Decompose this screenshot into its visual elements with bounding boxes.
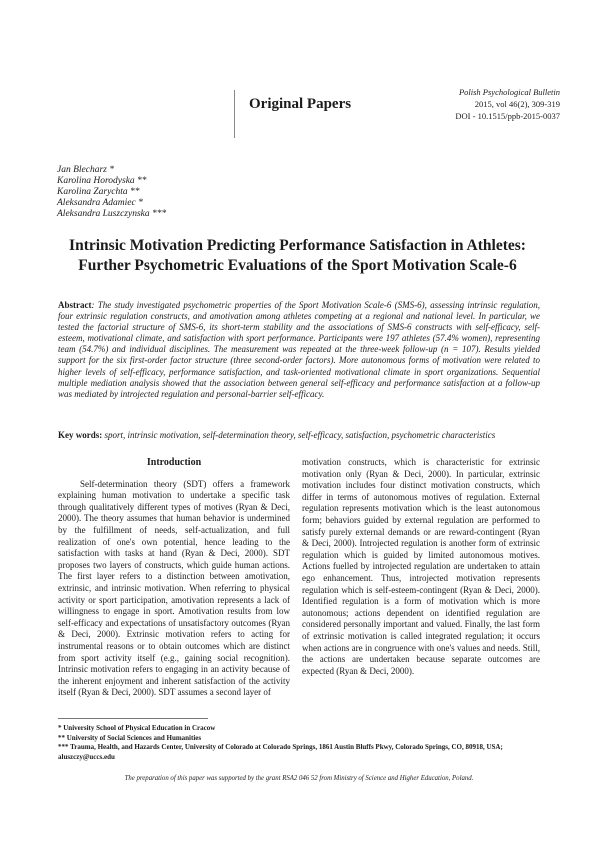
paper-title <box>40 236 555 276</box>
journal-issue: 2015, vol 46(2), 309-319 <box>474 99 560 109</box>
right-column <box>302 457 540 677</box>
footnote: * University School of Physical Education in Cracow <box>58 724 216 732</box>
left-column <box>58 457 290 699</box>
abstract <box>58 300 540 400</box>
section-label: Original Papers <box>249 96 352 112</box>
author: Aleksandra Adamiec * <box>57 198 143 208</box>
author: Karolina Horodyska ** <box>57 176 147 186</box>
title-line: Further Psychometric Evaluations of the Sport Motivation Scale-6 <box>78 257 517 274</box>
author: Aleksandra Luszczynska *** <box>57 209 167 219</box>
title-line: Intrinsic Motivation Predicting Performance Satisfaction in Athletes: <box>69 237 526 254</box>
footnote: *** Trauma, Health, and Hazards Center, University of Colorado at Colorado Springs, 1861 Austin Bluffs Pkwy, Colorado Springs, CO, 80918, USA; aluszczy@uccs.edu <box>58 743 503 761</box>
header-divider <box>234 90 235 138</box>
author: Jan Blecharz * <box>57 165 114 175</box>
body-paragraph: motivation constructs, which is characteristic for extrinsic motivation only (Ryan & Deci, 2000). In particular, extrinsic motivation includes four distinct motivation constructs, which differ in terms of autonomous motives of regulation. External regulation represents motivation which is the least autonomous form; behaviors guided by external regulation are performed to satisfy purely external demands or are reward-contingent (Ryan & Deci, 2000). Introjected regulation is another form of extrinsic regulation which is guided by limited autonomous motives. Actions fuelled by introjected regulation are undertaken to attain ego enhancement. Thus, introjected motivation represents regulation which is self-esteem-contingent (Ryan & Deci, 2000). Identified regulation is a form of motivation which is more autonomous; actions dependent on identified regulation are considered personally important and valued. Finally, the last form of extrinsic motivation is called integrated regulation; it occurs when actions are in congruence with one's values and needs. Still, the actions are undertaken because separate outcomes are expected (Ryan & Deci, 2000). <box>302 457 540 676</box>
author: Karolina Zarychta ** <box>57 187 140 197</box>
footnote-divider <box>58 718 208 719</box>
abstract-text: : The study investigated psychometric properties of the Sport Motivation Scale-6 (SMS-6), assessing intrinsic regulation, four extrinsic regulation constructs, and amotivation among athletes competing at a regional and national level. In particular, we tested the factorial structure of SMS-6, its short-term stability and the associations of SMS-6 constructs with self-efficacy, self-esteem, motivational climate, and satisfaction with sport performance. Participants were 197 athletes (57.4% women), representing team (54.7%) and individual disciplines. The measurement was repeated at the three-week follow-up (n = 107). Results yielded support for the six first-order factor structure (three second-order factors). More autonomous forms of motivation were related to higher levels of self-efficacy, performance satisfaction, and task-oriented motivational climate in sport organizations. Sequential multiple mediation analysis showed that the association between general self-efficacy and performance satisfaction at a follow-up was mediated by introjected regulation and personal-barrier self-efficacy. <box>58 300 540 399</box>
journal-info <box>340 86 560 122</box>
journal-doi: DOI - 10.1515/ppb-2015-0037 <box>455 111 560 121</box>
funding-note: The preparation of this paper was supported by the grant RSA2 046 52 from Ministry of Science and Higher Education, Poland. <box>124 775 474 782</box>
footnotes <box>58 724 540 762</box>
keywords-text: sport, intrinsic motivation, self-determination theory, self-efficacy, satisfaction, psychometric characteristics <box>102 430 496 440</box>
keywords <box>58 430 540 441</box>
keywords-label: Key words: <box>58 430 103 440</box>
abstract-label: Abstract <box>58 300 92 310</box>
body-paragraph: Self-determination theory (SDT) offers a framework explaining human motivation to undertake a specific task through qualitatively different types of motives (Ryan & Deci, 2000). The theory assumes that human behavior is undermined by the fulfillment of needs, self-actualization, and full realization of one's own potential, hence leading to the satisfaction with tasks at hand (Ryan & Deci, 2000). SDT proposes two layers of constructs, which guide human actions. The first layer refers to a distinction between amotivation, extrinsic, and intrinsic motivation. When referring to physical activity or sport participation, amotivation represents a lack of willingness to engage in sport. Amotivation results from low self-efficacy and expectations of unsatisfactory outcomes (Ryan & Deci, 2000). Extrinsic motivation refers to acting for instrumental reasons or to obtain outcomes which are distinct from sport activity itself (e.g., gaining social recognition). Intrinsic motivation refers to engaging in an activity because of the inherent enjoyment and inherent satisfaction of the activity itself (Ryan & Deci, 2000). SDT assumes a second layer of <box>58 478 290 698</box>
section-heading: Introduction <box>146 457 202 468</box>
journal-name: Polish Psychological Bulletin <box>458 87 560 97</box>
author-list <box>57 165 166 220</box>
footnote: ** University of Social Sciences and Humanities <box>58 733 202 742</box>
